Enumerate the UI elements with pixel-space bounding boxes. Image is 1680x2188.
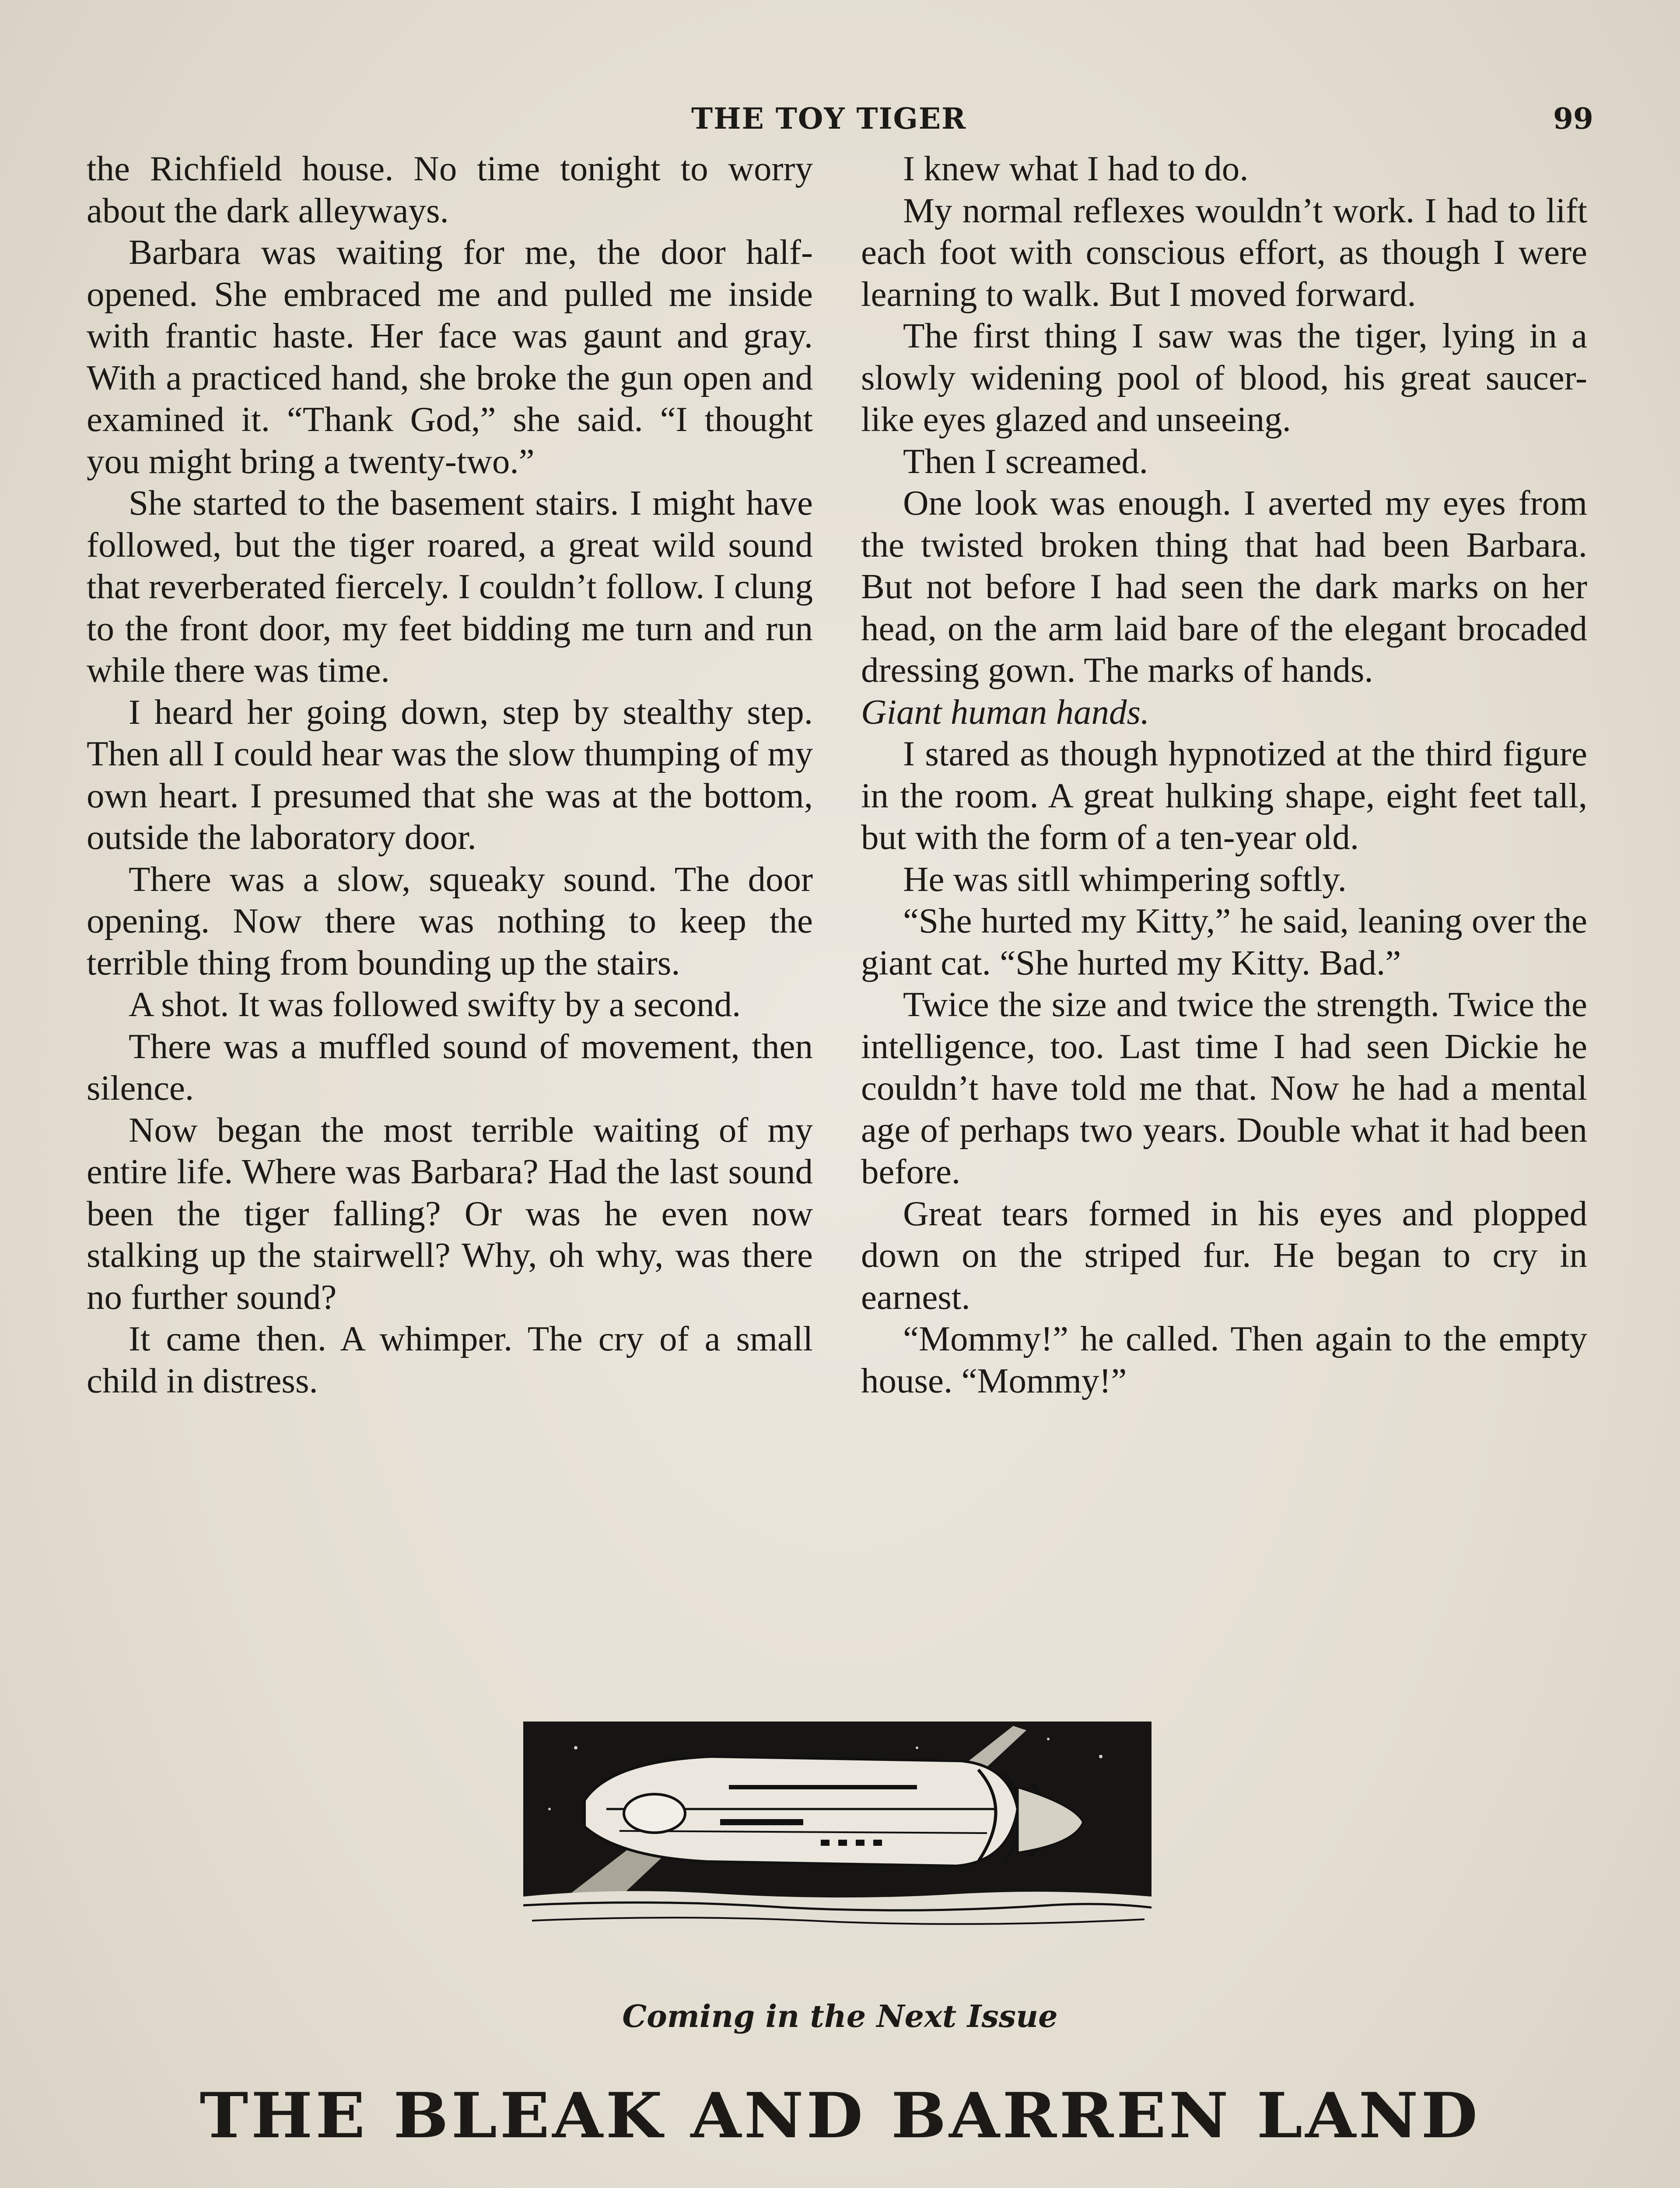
left-text-column — [87, 148, 813, 1402]
paragraph: A shot. It was followed swifty by a second. — [129, 985, 741, 1024]
right-text-column — [861, 148, 1587, 1402]
paragraph: My normal reflexes wouldn’t work. I had to lift each foot with conscious effort, as though I were learning to walk. But I moved forward. — [861, 190, 1587, 314]
paragraph: He was sitll whimpering softly. — [903, 859, 1347, 899]
paragraph: I knew what I had to do. — [903, 149, 1249, 188]
italic-line: Giant human hands. — [861, 692, 1150, 732]
paragraph: “Mommy!” he called. Then again to the empty house. “Mommy!” — [861, 1319, 1587, 1400]
paragraph: the Richfield house. No time tonight to worry about the dark alleyways. — [87, 149, 813, 230]
running-head: THE TOY TIGER — [691, 102, 966, 136]
paragraph: The first thing I saw was the tiger, lying in a slowly widening pool of blood, his great saucer-like eyes glazed and unseeing. — [861, 316, 1587, 439]
paragraph: Now began the most terrible waiting of my entire life. Where was Barbara? Had the last sound been the tiger falling? Or was he even now stalking up the stairwell? Why, oh why, was there no further sound? — [87, 1110, 813, 1317]
spaceship-illustration — [523, 1722, 1152, 1931]
spaceship-drawing — [523, 1722, 1152, 1931]
coming-next-issue: Coming in the Next Issue — [622, 1998, 1058, 2034]
paragraph: I heard her going down, step by stealthy step. Then all I could hear was the slow thumping of my own heart. I presumed that she was at the bottom, outside the laboratory door. — [87, 692, 813, 857]
paragraph: “She hurted my Kitty,” he said, leaning over the giant cat. “She hurted my Kitty. Bad.” — [861, 901, 1587, 982]
paragraph: I stared as though hypnotized at the third figure in the room. A great hulking shape, eight feet tall, but with the form of a ten-year old. — [861, 734, 1587, 857]
paragraph: Then I screamed. — [903, 441, 1148, 481]
paragraph: Great tears formed in his eyes and plopped down on the striped fur. He began to cry in earnest. — [861, 1193, 1587, 1317]
next-story-title: THE BLEAK AND BARREN LAND — [200, 2079, 1480, 2152]
paragraph: One look was enough. I averted my eyes from the twisted broken thing that had been Barbara. But not before I had seen the dark marks on her head, on the arm laid bare of the elegant brocaded dressing gown. The marks of hands. — [861, 483, 1587, 690]
paragraph: She started to the basement stairs. I might have followed, but the tiger roared, a great wild sound that reverberated fiercely. I couldn’t follow. I clung to the front door, my feet bidding me turn and run while there was time. — [87, 483, 813, 690]
paragraph: Twice the size and twice the strength. Twice the intelligence, too. Last time I had seen Dickie he couldn’t have told me that. Now he had a mental age of perhaps two years. Double what it had been before. — [861, 985, 1587, 1191]
paragraph: Barbara was waiting for me, the door half-opened. She embraced me and pulled me inside with frantic haste. Her face was gaunt and gray. With a practiced hand, she broke the gun open and examined it. “Thank God,” she said. “I thought you might bring a twenty-two.” — [87, 232, 813, 481]
paragraph: There was a slow, squeaky sound. The door opening. Now there was nothing to keep the terrible thing from bounding up the stairs. — [87, 859, 813, 982]
page-number: 99 — [1553, 102, 1593, 136]
paragraph: It came then. A whimper. The cry of a small child in distress. — [87, 1319, 813, 1400]
paragraph: There was a muffled sound of movement, then silence. — [87, 1026, 813, 1108]
